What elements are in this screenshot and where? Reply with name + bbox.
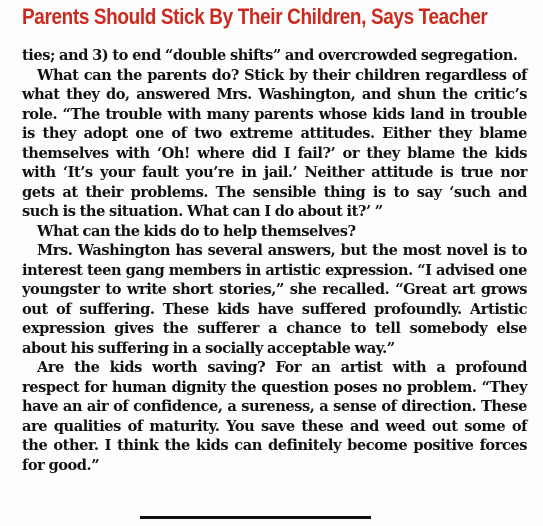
headline: Parents Should Stick By Their Children, Says Teacher bbox=[22, 4, 488, 29]
paragraph-kids-question: What can the kids do to help themselves? bbox=[37, 222, 356, 240]
paragraph-continuation: ties; and 3) to end “double shifts” and overcrowded segregation. bbox=[22, 47, 518, 64]
paragraph-artistic-expression: Mrs. Washington has several answers, but the most novel is to interest teen gang members in artistic expression. “I advised one youngster to write short stories,” she recalled. “Great art grows out of suffering. These kids have suffered profoundly. Artistic expression gives the sufferer a chance to tell somebody else about his suffering in a socially acceptable way.” bbox=[22, 242, 527, 357]
article-body bbox=[22, 46, 527, 475]
paragraph-parents: What can the parents do? Stick by their children regardless of what they do, answered Mrs. Washington, and shun the critic’s role. “The trouble with many parents whose kids land in trouble is they adopt one of two extreme attitudes. Either they blame themselves with ‘Oh! where did I fail?’ or they blame the kids with ‘It’s your fault you’re in jail.’ Neither attitude is true nor gets at their problems. The sensible thing is to say ‘such and such is the situation. What can I do about it?’ ” bbox=[22, 66, 527, 220]
paragraph-worth-saving: Are the kids worth saving? For an artist with a profound respect for human dignity the question poses no problem. “They have an air of confidence, a sureness, a sense of direction. These are qualities of maturity. You save these and weed out some of the other. I think the kids can definitely become positive forces for good.” bbox=[22, 359, 527, 474]
end-rule bbox=[140, 516, 371, 519]
